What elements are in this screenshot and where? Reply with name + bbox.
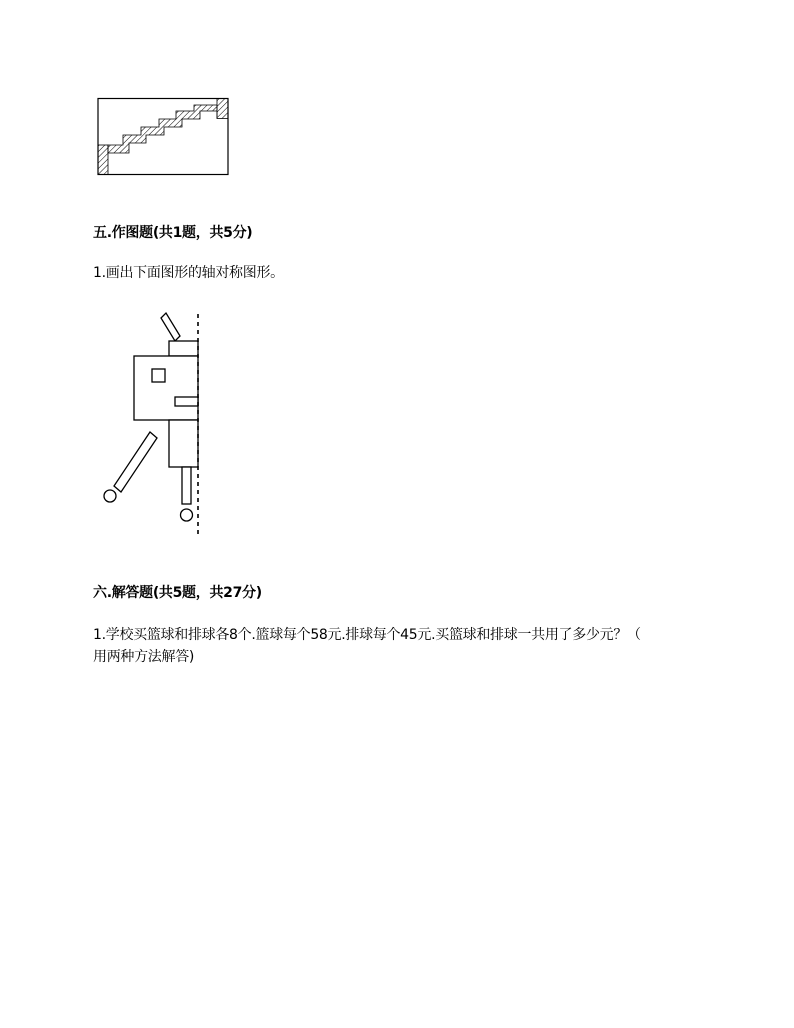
mouth xyxy=(175,397,198,406)
question-5-1: 1.画出下面图形的轴对称图形。 xyxy=(93,265,284,281)
staircase-figure xyxy=(96,97,232,179)
question-6-1-line2: 用两种方法解答) xyxy=(93,649,195,665)
stair-band xyxy=(108,105,217,153)
question-6-1-line1: 1.学校买篮球和排球各8个.篮球每个58元.排球每个45元.买篮球和排球一共用了多少元？（ xyxy=(93,627,641,643)
arm xyxy=(114,432,157,492)
section-five-heading: 五.作图题(共1题，共5分) xyxy=(93,225,253,241)
right-hatch-block xyxy=(217,99,228,119)
left-hatch-block xyxy=(98,145,108,175)
antenna xyxy=(161,313,180,341)
section-six-heading: 六.解答题(共5题，共27分) xyxy=(93,585,262,601)
eye xyxy=(152,369,165,382)
body xyxy=(169,420,198,467)
leg xyxy=(182,467,191,504)
robot-half-figure xyxy=(100,310,210,540)
hand xyxy=(104,490,116,502)
head-box xyxy=(134,356,198,420)
head-top-block xyxy=(169,341,198,356)
foot xyxy=(181,509,193,521)
